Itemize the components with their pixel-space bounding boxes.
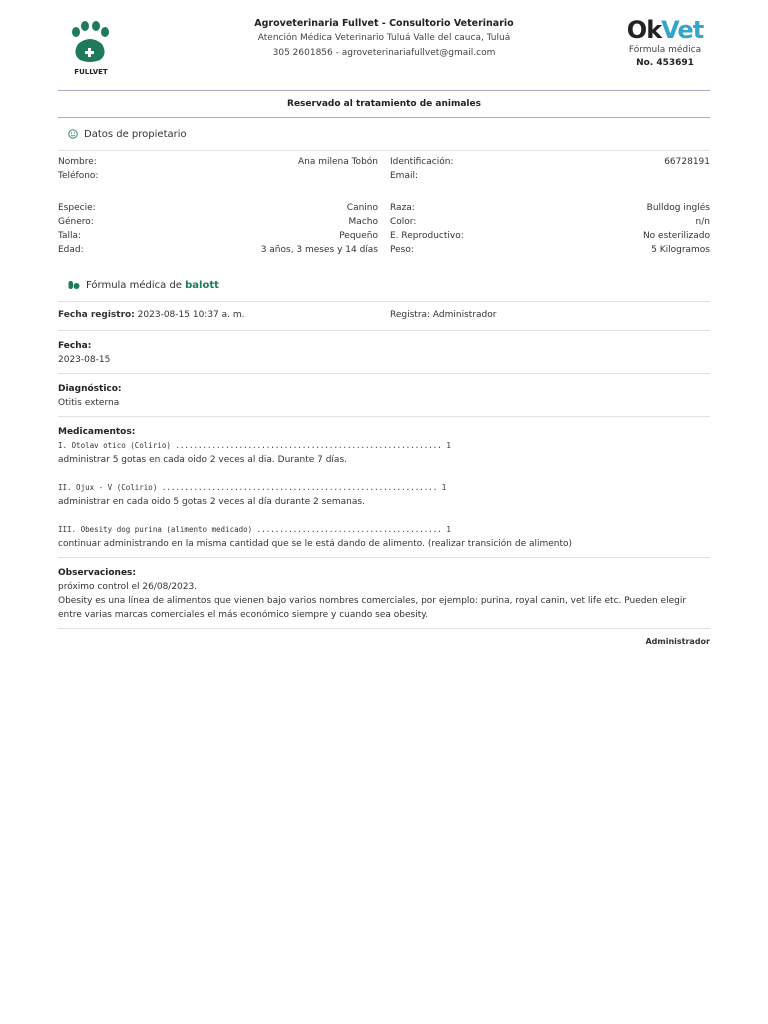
clinic-name: Agroveterinaria Fullvet - Consultorio Veterinario: [254, 18, 514, 29]
clinic-address: Atención Médica Veterinario Tuluá Valle del cauca, Tuluá: [257, 33, 511, 43]
signature: Administrador: [645, 637, 710, 646]
registered-value: 2023-08-15 10:37 a. m.: [137, 310, 245, 320]
clinic-info: [58, 16, 710, 61]
smile-icon: [68, 129, 78, 139]
okvet-brand: [620, 16, 710, 70]
medication-item: III. Obesity dog purina (alimento medicado) ......................................... 1 continuar administrando en la misma cantidad que se le está dando de alimento. (realizar transición de alimento): [58, 525, 573, 549]
header: [58, 0, 710, 90]
formula-number: No. 453691: [636, 58, 694, 68]
pet-age-row: Edad: 3 años, 3 meses y 14 días: [58, 245, 378, 255]
owner-section-title: Datos de propietario: [58, 118, 710, 150]
pet-name: balott: [185, 279, 219, 291]
registrant: Registra: Administrador: [390, 310, 497, 320]
medications-block: Medicamentos: I. Otolav otico (Colirio) ........................................................... 1 administrar 5 gotas en cada oido 2 veces al dia. Durante 7 días. II. Ojux - V (Colirio) ............................................................. 1 administrar en cada oido 5 gotas 2 veces al día durante 2 semanas. III. Obesity dog purina (alimento medicado) ......................................... 1 continuar administrando en la misma cantidad que se le está dando de alimento. (realizar transición de alimento): [58, 417, 710, 557]
observations-block: Observaciones: próximo control el 26/08/2023. Obesity es una línea de alimentos que vienen bajo varios nombres comerciales, por ejemplo: purina, royal canin, vet life etc. Pueden elegir entre varias marcas comerciales el más económico siempre y cuando sea obesity.: [58, 568, 687, 620]
pills-icon: [68, 280, 80, 290]
pet-color-row: Color: n/n: [390, 217, 710, 227]
owner-id-row: Identificación: 66728191: [390, 157, 710, 167]
pet-size-row: Talla: Pequeño: [58, 231, 378, 241]
diagnosis-block: Diagnóstico: Otitis externa: [58, 384, 122, 408]
registration-info: [58, 302, 710, 330]
owner-grid: [58, 151, 710, 183]
document-type: Fórmula médica: [628, 45, 702, 55]
owner-email-row: Email:: [390, 171, 419, 181]
medication-item: I. Otolav otico (Colirio) ........................................................... 1 administrar 5 gotas en cada oido 2 veces al dia. Durante 7 días.: [58, 441, 451, 465]
registered-label: Fecha registro:: [58, 310, 135, 320]
owner-phone-row: Teléfono:: [58, 171, 99, 181]
prescription-page: [58, 0, 710, 646]
pet-gender-row: Género: Macho: [58, 217, 378, 227]
pet-weight-row: Peso: 5 Kilogramos: [390, 245, 710, 255]
formula-section-title: Fórmula médica de balott: [58, 269, 710, 301]
medication-item: II. Ojux - V (Colirio) ............................................................. 1 administrar en cada oido 5 gotas 2 veces al día durante 2 semanas.: [58, 483, 447, 507]
owner-name-row: Nombre: Ana milena Tobón: [58, 157, 378, 167]
date-block: Fecha: 2023-08-15: [58, 341, 111, 365]
pet-species-row: Especie: Canino: [58, 203, 378, 213]
svg-text:FULLVET: FULLVET: [74, 68, 108, 76]
pet-grid: [58, 183, 710, 269]
pet-breed-row: Raza: Bulldog inglés: [390, 203, 710, 213]
pet-repro-row: E. Reproductivo: No esterilizado: [390, 231, 710, 241]
reserved-notice: Reservado al tratamiento de animales: [287, 99, 481, 109]
clinic-contact: 305 2601856 - agroveterinariafullvet@gmail.com: [272, 48, 496, 58]
okvet-logo: OkVet: [626, 16, 704, 44]
